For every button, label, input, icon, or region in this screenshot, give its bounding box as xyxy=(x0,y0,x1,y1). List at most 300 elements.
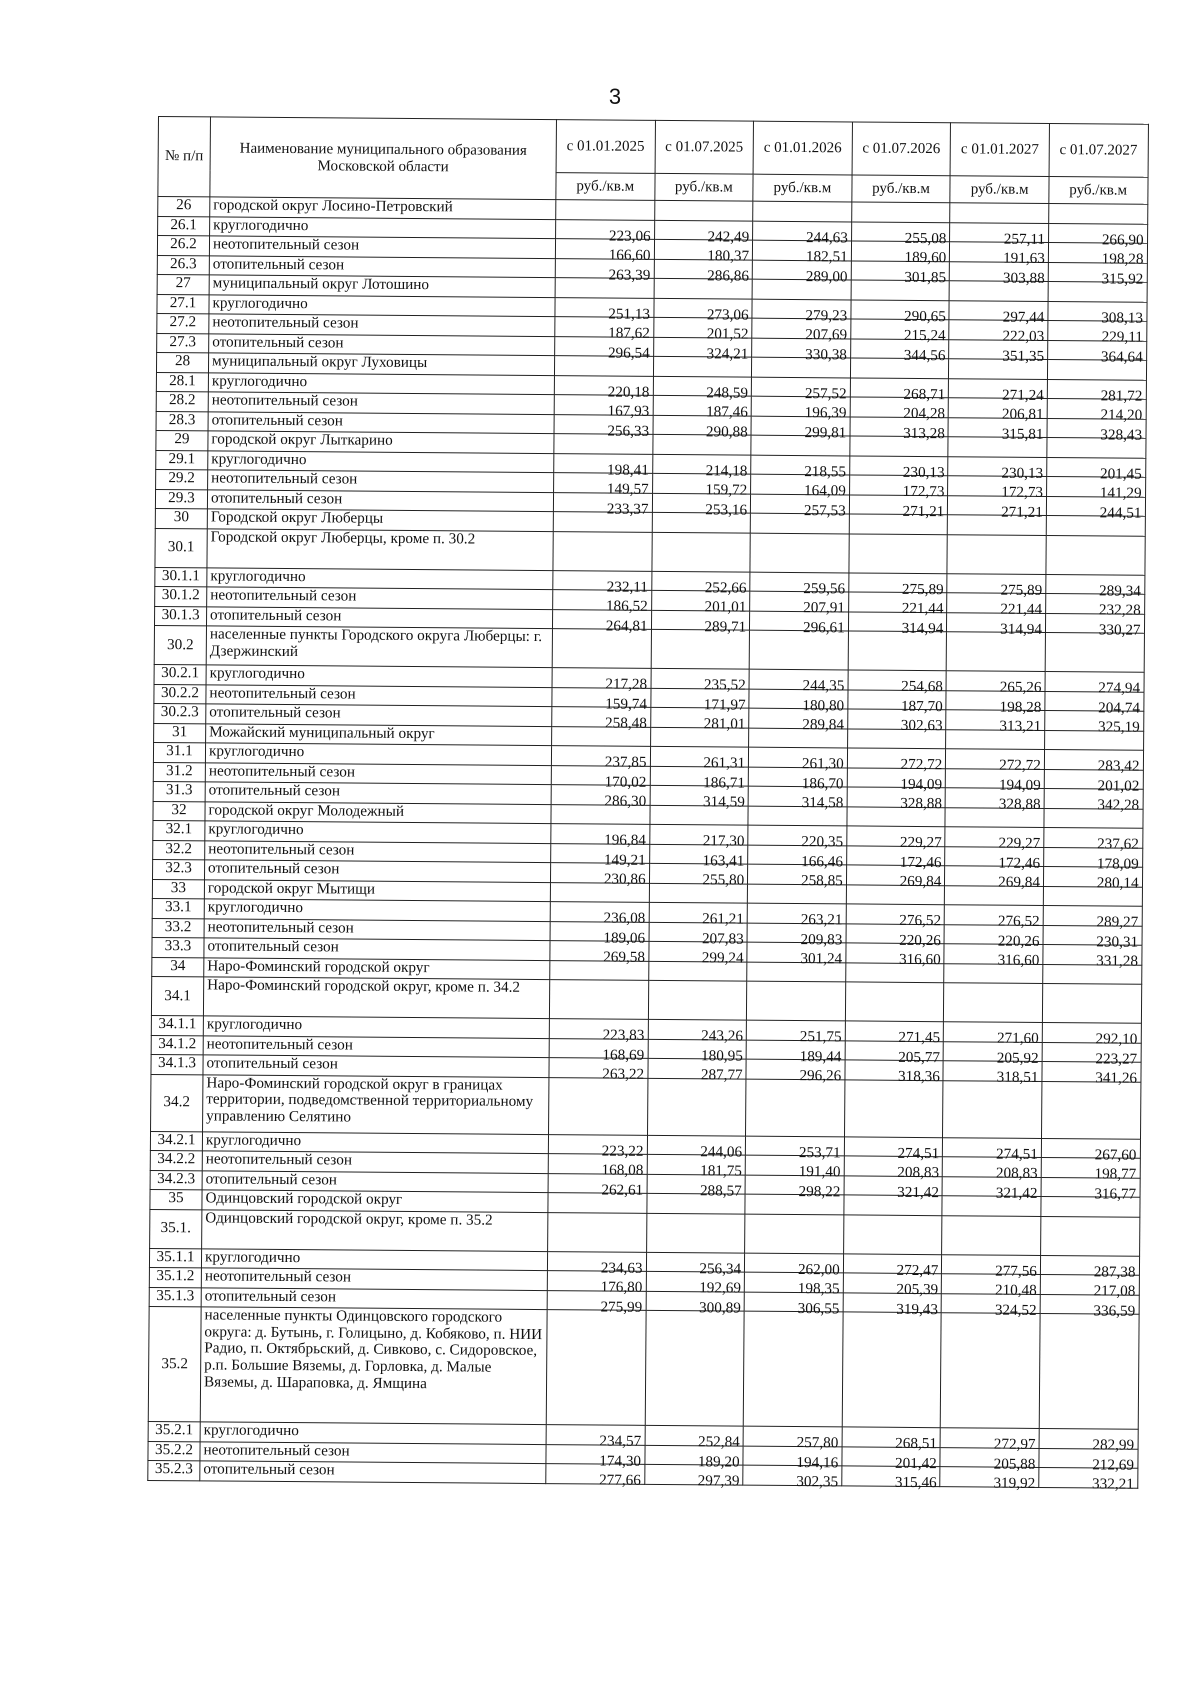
tariff-value: 198,77 xyxy=(1094,1165,1137,1183)
tariff-value: 205,77 xyxy=(898,1048,941,1066)
row-number: 29.3 xyxy=(155,489,207,509)
tariff-value: 302,35 xyxy=(796,1473,839,1491)
tariff-value: 258,48 xyxy=(605,714,647,732)
tariff-value: 341,26 xyxy=(1095,1069,1138,1087)
tariff-value: 167,93 xyxy=(607,402,650,420)
tariff-value: 330,27 xyxy=(1098,620,1141,639)
header-unit: руб./кв.м xyxy=(950,176,1049,204)
tariff-cell xyxy=(945,827,1044,852)
tariff-cell xyxy=(849,533,948,573)
tariff-cell xyxy=(849,455,948,481)
tariff-value: 220,26 xyxy=(997,932,1040,950)
page-number: 3 xyxy=(608,84,622,109)
row-number: 34.1.1 xyxy=(151,1015,203,1035)
tariff-value: 243,26 xyxy=(701,1027,744,1045)
tariff-cell xyxy=(1046,574,1145,600)
tariff-value: 290,65 xyxy=(903,307,946,325)
tariff-cell xyxy=(650,746,749,772)
row-number: 34.1 xyxy=(151,976,203,1015)
tariff-value: 189,06 xyxy=(603,929,646,947)
tariff-value: 207,91 xyxy=(803,599,846,617)
tariff-value: 232,11 xyxy=(606,578,648,596)
tariff-value: 319,43 xyxy=(896,1300,939,1318)
row-number: 26.2 xyxy=(157,236,209,256)
row-number: 35.2.1 xyxy=(148,1421,200,1441)
tariff-value: 168,08 xyxy=(601,1161,644,1179)
tariff-value: 297,44 xyxy=(1002,308,1045,326)
row-number: 32.2 xyxy=(153,840,205,860)
tariff-cell xyxy=(1044,827,1143,853)
tariff-value: 180,37 xyxy=(707,247,750,265)
row-number: 28.3 xyxy=(156,411,208,431)
tariff-value: 257,53 xyxy=(803,501,846,519)
tariff-value: 266,90 xyxy=(1101,230,1144,249)
tariff-value: 342,28 xyxy=(1097,796,1140,814)
tariff-cell xyxy=(553,570,652,596)
row-number: 34 xyxy=(152,957,204,977)
tariff-value: 286,86 xyxy=(707,266,750,285)
header-unit: руб./кв.м xyxy=(852,175,951,203)
header-unit: руб./кв.м xyxy=(654,173,753,201)
tariff-cell xyxy=(746,1020,845,1046)
tariff-value: 255,80 xyxy=(702,871,745,889)
tariff-cell xyxy=(943,1080,1042,1138)
tariff-value: 186,70 xyxy=(801,774,844,792)
tariff-value: 268,51 xyxy=(895,1434,938,1453)
tariff-value: 289,27 xyxy=(1096,913,1139,931)
tariff-value: 344,56 xyxy=(903,346,946,364)
tariff-value: 316,60 xyxy=(997,951,1040,969)
tariff-value: 214,18 xyxy=(705,461,748,480)
header-unit: руб./кв.м xyxy=(753,174,852,202)
tariff-value: 166,46 xyxy=(801,852,844,870)
tariff-cell xyxy=(847,748,946,774)
tariff-value: 301,85 xyxy=(904,268,947,286)
tariff-value: 269,84 xyxy=(998,873,1041,891)
row-number: 35.2 xyxy=(148,1306,201,1421)
tariff-value: 263,22 xyxy=(602,1065,645,1083)
tariff-cell xyxy=(546,1310,645,1426)
row-number: 28.2 xyxy=(156,391,208,411)
tariff-value: 229,27 xyxy=(998,834,1041,852)
tariff-value: 201,02 xyxy=(1097,776,1140,795)
tariff-cell xyxy=(654,200,753,220)
tariff-cell xyxy=(944,1022,1043,1047)
tariff-value: 277,66 xyxy=(599,1471,641,1489)
tariff-value: 290,88 xyxy=(705,422,748,441)
tariff-value: 296,61 xyxy=(802,618,845,636)
tariff-value: 180,80 xyxy=(802,696,845,714)
tariff-cell xyxy=(553,531,652,571)
tariff-value: 186,52 xyxy=(605,597,648,615)
tariff-value: 259,56 xyxy=(803,579,846,597)
row-number: 30.1.1 xyxy=(155,567,207,587)
tariff-value: 299,24 xyxy=(701,949,744,967)
tariff-value: 276,52 xyxy=(997,912,1040,930)
tariff-cell xyxy=(941,1313,1040,1429)
table-body xyxy=(148,196,1148,1493)
tariff-value: 194,09 xyxy=(998,776,1041,794)
row-number: 30.2.3 xyxy=(154,703,206,723)
row-name: круглогодично xyxy=(209,294,555,316)
row-number: 26.1 xyxy=(158,216,210,236)
tariff-value: 180,95 xyxy=(700,1046,743,1065)
row-number: 30.1.2 xyxy=(155,586,207,606)
row-name: муниципальный округ Лотошино xyxy=(209,275,555,297)
row-number: 31.3 xyxy=(153,781,205,801)
row-name: населенные пункты Одинцовского городского округа: д. Бутынь, г. Голицыно, д. Кобяково, п. НИИ Радио, п. Октябрьский, д. Сивково, с. Сидоровское, р.п. Большие Вяземы, д. Горловка, д. Малые Вяземы, д. Шараповка, д. Ямщина xyxy=(200,1307,547,1425)
tariff-value: 205,39 xyxy=(896,1280,939,1299)
tariff-cell xyxy=(842,1427,941,1453)
tariff-value: 186,71 xyxy=(703,773,746,792)
tariff-cell xyxy=(942,1254,1041,1280)
tariff-cell xyxy=(750,572,849,597)
row-name: Наро-Фоминский городской округ в границах территории, подведомственной территориальному управлению Селятино xyxy=(203,1074,549,1134)
tariff-cell xyxy=(747,903,846,929)
tariff-value: 275,99 xyxy=(600,1298,643,1316)
tariff-value: 201,52 xyxy=(706,325,749,343)
row-name: отопительный сезон xyxy=(206,606,552,628)
row-number: 28.1 xyxy=(156,372,208,392)
tariff-value: 256,33 xyxy=(607,422,650,440)
tariff-value: 196,84 xyxy=(604,831,646,849)
tariff-value: 308,13 xyxy=(1101,308,1144,327)
tariff-value: 351,35 xyxy=(1002,347,1045,365)
header-num: № п/п xyxy=(158,117,211,197)
tariff-value: 275,89 xyxy=(901,580,944,598)
tariff-value: 321,42 xyxy=(897,1183,940,1201)
tariff-value: 221,44 xyxy=(901,599,944,618)
tariff-value: 171,97 xyxy=(703,695,746,714)
tariff-value: 318,51 xyxy=(996,1068,1039,1086)
tariff-value: 254,68 xyxy=(901,677,943,696)
tariff-value: 275,89 xyxy=(1000,581,1043,599)
tariff-value: 261,31 xyxy=(703,754,746,772)
row-number: 35 xyxy=(150,1189,202,1209)
tariff-cell xyxy=(946,671,1045,696)
tariff-value: 296,26 xyxy=(799,1067,842,1085)
tariff-value: 194,09 xyxy=(900,775,943,793)
tariff-value: 223,22 xyxy=(601,1142,644,1160)
row-number: 31.1 xyxy=(153,742,205,762)
tariff-cell xyxy=(1049,203,1148,223)
tariff-cell xyxy=(850,377,949,403)
tariff-value: 222,03 xyxy=(1002,327,1045,345)
row-name: круглогодично xyxy=(202,1131,548,1153)
tariff-cell xyxy=(848,670,947,696)
tariff-cell xyxy=(749,669,848,695)
tariff-cell xyxy=(849,572,948,598)
row-name: неотопительный сезон xyxy=(209,314,555,336)
row-name: неотопительный сезон xyxy=(209,236,555,258)
row-number: 29.2 xyxy=(156,469,208,489)
tariff-cell xyxy=(556,219,655,245)
tariff-value: 273,06 xyxy=(706,305,749,324)
tariff-value: 319,92 xyxy=(993,1474,1036,1492)
tariff-value: 271,60 xyxy=(996,1029,1039,1047)
tariff-value: 289,71 xyxy=(704,617,747,636)
tariff-value: 214,20 xyxy=(1100,406,1143,424)
row-name: отопительный сезон xyxy=(209,333,555,355)
row-number: 35.1.2 xyxy=(149,1267,201,1287)
tariff-value: 187,46 xyxy=(706,403,748,421)
tariff-cell xyxy=(844,1079,943,1137)
tariff-value: 208,83 xyxy=(995,1164,1038,1182)
tariff-value: 201,42 xyxy=(894,1454,937,1472)
tariff-cell xyxy=(745,1253,844,1278)
tariff-value: 274,51 xyxy=(897,1144,940,1162)
tariff-value: 191,63 xyxy=(1003,249,1045,267)
row-name: городской округ Мытищи xyxy=(204,879,550,901)
row-name: отопительный сезон xyxy=(205,860,551,882)
tariff-value: 207,69 xyxy=(805,326,848,344)
tariff-value: 229,27 xyxy=(899,833,942,852)
tariff-cell xyxy=(846,904,945,930)
tariff-value: 194,16 xyxy=(796,1453,839,1471)
tariff-cell xyxy=(1045,671,1144,697)
tariff-value: 230,13 xyxy=(902,463,945,481)
tariff-value: 212,69 xyxy=(1092,1455,1135,1474)
tariff-cell xyxy=(555,297,654,323)
tariff-cell xyxy=(550,902,649,927)
row-name: неотопительный сезон xyxy=(201,1268,547,1290)
tariff-cell xyxy=(549,1019,648,1044)
tariff-cell xyxy=(649,824,748,850)
tariff-value: 315,46 xyxy=(894,1473,937,1492)
tariff-value: 172,73 xyxy=(902,482,945,501)
row-name: неотопительный сезон xyxy=(205,762,551,784)
tariff-value: 313,28 xyxy=(903,424,945,442)
tariff-value: 242,49 xyxy=(707,227,750,246)
tariff-cell xyxy=(950,222,1049,248)
tariff-cell xyxy=(746,1079,845,1137)
row-name: круглогодично xyxy=(205,821,551,843)
tariff-value: 274,51 xyxy=(996,1145,1038,1163)
tariff-value: 316,77 xyxy=(1094,1184,1137,1203)
tariff-value: 274,94 xyxy=(1098,679,1141,697)
tariff-value: 280,14 xyxy=(1096,874,1139,892)
tariff-value: 244,35 xyxy=(802,677,845,695)
tariff-cell xyxy=(851,202,950,222)
tariff-cell xyxy=(1047,457,1146,483)
tariff-value: 328,88 xyxy=(998,795,1041,813)
tariff-value: 235,52 xyxy=(703,676,746,694)
tariff-value: 252,66 xyxy=(704,578,747,597)
row-name: отопительный сезон xyxy=(209,255,555,277)
row-name: круглогодично xyxy=(207,567,553,589)
row-name: неотопительный сезон xyxy=(207,587,553,609)
tariff-cell xyxy=(851,221,950,247)
tariff-cell xyxy=(751,455,850,480)
tariff-value: 289,34 xyxy=(1099,581,1141,600)
row-number: 35.1. xyxy=(150,1209,202,1248)
row-name: круглогодично xyxy=(200,1422,546,1444)
row-number: 33.3 xyxy=(152,937,204,957)
tariff-cell xyxy=(1042,1022,1141,1048)
tariff-value: 172,73 xyxy=(1001,483,1044,501)
row-number: 35.2.3 xyxy=(148,1460,200,1480)
tariff-cell xyxy=(547,1251,646,1277)
tariff-value: 192,69 xyxy=(699,1279,742,1297)
tariff-value: 220,18 xyxy=(607,383,650,401)
row-name: Наро-Фоминский городской округ, кроме п. 34.2 xyxy=(203,977,549,1019)
tariff-cell xyxy=(654,220,753,246)
tariff-value: 229,11 xyxy=(1101,328,1143,346)
tariff-cell xyxy=(947,573,1046,599)
row-number: 34.2 xyxy=(151,1074,203,1131)
tariff-cell xyxy=(943,1137,1042,1163)
tariff-cell xyxy=(942,1215,1041,1255)
tariff-value: 296,54 xyxy=(607,344,650,362)
tariff-value: 257,52 xyxy=(804,384,847,402)
tariff-value: 324,21 xyxy=(706,344,749,363)
tariff-value: 208,83 xyxy=(897,1163,940,1182)
tariff-cell xyxy=(653,376,752,402)
tariff-value: 331,28 xyxy=(1096,952,1139,970)
tariff-cell xyxy=(843,1253,942,1279)
tariff-value: 251,75 xyxy=(799,1028,842,1046)
tariff-cell xyxy=(645,1425,744,1451)
row-name: Городской округ Люберцы, кроме п. 30.2 xyxy=(207,528,553,570)
tariff-value: 258,85 xyxy=(800,872,843,890)
tariff-value: 223,83 xyxy=(602,1026,645,1044)
header-period: с 01.07.2027 xyxy=(1049,124,1148,178)
tariff-value: 252,84 xyxy=(697,1433,740,1451)
tariff-value: 277,56 xyxy=(995,1262,1037,1280)
row-number: 29.1 xyxy=(156,450,208,470)
tariff-cell xyxy=(548,1134,647,1160)
tariff-value: 300,89 xyxy=(699,1298,741,1317)
row-number: 28 xyxy=(156,352,208,372)
tariff-cell xyxy=(851,299,950,325)
header-period: с 01.01.2026 xyxy=(753,121,852,175)
tariff-value: 325,19 xyxy=(1097,718,1140,736)
row-number: 35.2.2 xyxy=(148,1441,200,1461)
tariff-value: 272,47 xyxy=(896,1261,939,1279)
tariff-value: 328,43 xyxy=(1100,425,1143,444)
header-period: с 01.07.2026 xyxy=(852,122,951,176)
tariff-value: 198,35 xyxy=(797,1280,840,1298)
tariff-cell xyxy=(949,300,1048,326)
tariff-cell xyxy=(844,1136,943,1162)
tariff-value: 272,72 xyxy=(999,756,1041,774)
tariff-value: 230,31 xyxy=(1096,932,1139,951)
tariff-cell xyxy=(843,1214,942,1254)
tariff-value: 272,97 xyxy=(993,1435,1036,1453)
tariff-cell xyxy=(1048,301,1147,327)
tariff-cell xyxy=(748,825,847,851)
row-name: Городской округ Люберцы xyxy=(207,509,553,531)
tariff-value: 299,81 xyxy=(804,423,847,441)
tariff-value: 204,28 xyxy=(903,404,946,423)
tariff-value: 316,60 xyxy=(898,950,941,969)
tariff-cell xyxy=(948,456,1047,482)
row-name: круглогодично xyxy=(204,899,550,921)
row-number: 30.1 xyxy=(155,528,207,567)
tariff-value: 314,94 xyxy=(1000,620,1043,638)
tariff-value: 271,21 xyxy=(902,502,945,520)
header-unit: руб./кв.м xyxy=(1049,176,1148,204)
tariff-value: 314,58 xyxy=(801,794,844,812)
row-number: 34.1.3 xyxy=(151,1054,203,1074)
tariff-value: 236,08 xyxy=(603,909,646,927)
tariff-value: 176,80 xyxy=(600,1278,643,1296)
tariff-value: 256,34 xyxy=(699,1259,742,1278)
row-number: 32.1 xyxy=(153,820,205,840)
row-name: неотопительный сезон xyxy=(200,1441,546,1463)
tariff-value: 287,38 xyxy=(1093,1262,1136,1281)
row-number: 26.3 xyxy=(157,255,209,275)
row-number: 27.2 xyxy=(157,313,209,333)
tariff-cell xyxy=(651,571,750,597)
tariff-value: 215,24 xyxy=(903,326,946,345)
tariff-value: 244,63 xyxy=(806,228,848,246)
tariff-value: 201,45 xyxy=(1099,464,1142,483)
row-name: круглогодично xyxy=(206,665,552,687)
tariff-cell xyxy=(1041,1138,1140,1164)
row-name: отопительный сезон xyxy=(200,1461,546,1483)
tariff-value: 164,09 xyxy=(804,482,846,500)
header-unit: руб./кв.м xyxy=(556,173,655,201)
header-period: с 01.07.2025 xyxy=(655,120,754,174)
tariff-cell xyxy=(947,534,1046,574)
row-number: 34.1.2 xyxy=(151,1035,203,1055)
tariff-cell xyxy=(647,1078,746,1136)
tariff-cell xyxy=(654,298,753,324)
tariff-value: 149,57 xyxy=(606,480,649,498)
tariff-value: 287,77 xyxy=(700,1066,743,1084)
tariff-cell xyxy=(649,902,748,928)
row-name: Наро-Фоминский городской округ xyxy=(204,957,550,979)
tariff-value: 187,62 xyxy=(608,324,650,342)
tariff-value: 248,59 xyxy=(706,383,749,402)
tariff-value: 159,72 xyxy=(705,481,748,499)
row-name: неотопительный сезон xyxy=(205,840,551,862)
tariff-value: 244,51 xyxy=(1099,503,1142,522)
tariff-cell xyxy=(548,1212,647,1252)
tariff-cell xyxy=(648,980,747,1020)
tariff-value: 181,75 xyxy=(700,1162,742,1180)
tariff-value: 267,60 xyxy=(1094,1145,1137,1164)
row-number: 26 xyxy=(158,197,210,217)
row-name: отопительный сезон xyxy=(204,938,550,960)
tariff-value: 261,21 xyxy=(702,910,744,928)
tariff-value: 282,99 xyxy=(1092,1436,1135,1454)
row-number: 35.1.1 xyxy=(149,1248,201,1268)
table-row xyxy=(151,1074,1141,1139)
tariff-cell xyxy=(647,1135,746,1161)
tariff-value: 198,41 xyxy=(606,461,649,479)
tariff-value: 271,21 xyxy=(1001,503,1043,521)
tariff-value: 230,13 xyxy=(1001,464,1044,482)
tariff-value: 264,81 xyxy=(605,617,648,635)
tariff-value: 364,64 xyxy=(1100,347,1143,366)
row-name: круглогодично xyxy=(205,743,551,765)
tariff-value: 244,06 xyxy=(700,1142,743,1161)
tariff-value: 253,16 xyxy=(705,500,748,519)
tariff-cell xyxy=(749,747,848,773)
row-name: Одинцовский городской округ xyxy=(202,1190,548,1212)
row-name: городской округ Молодежный xyxy=(205,801,551,823)
row-name: круглогодично xyxy=(210,216,556,238)
tariff-value: 187,70 xyxy=(900,697,943,715)
row-number: 33.1 xyxy=(152,898,204,918)
row-number: 34.2.2 xyxy=(150,1150,202,1170)
tariff-value: 217,28 xyxy=(605,675,648,693)
tariff-cell xyxy=(1049,223,1148,249)
tariff-value: 263,21 xyxy=(800,911,843,929)
tariff-cell xyxy=(549,1077,648,1135)
